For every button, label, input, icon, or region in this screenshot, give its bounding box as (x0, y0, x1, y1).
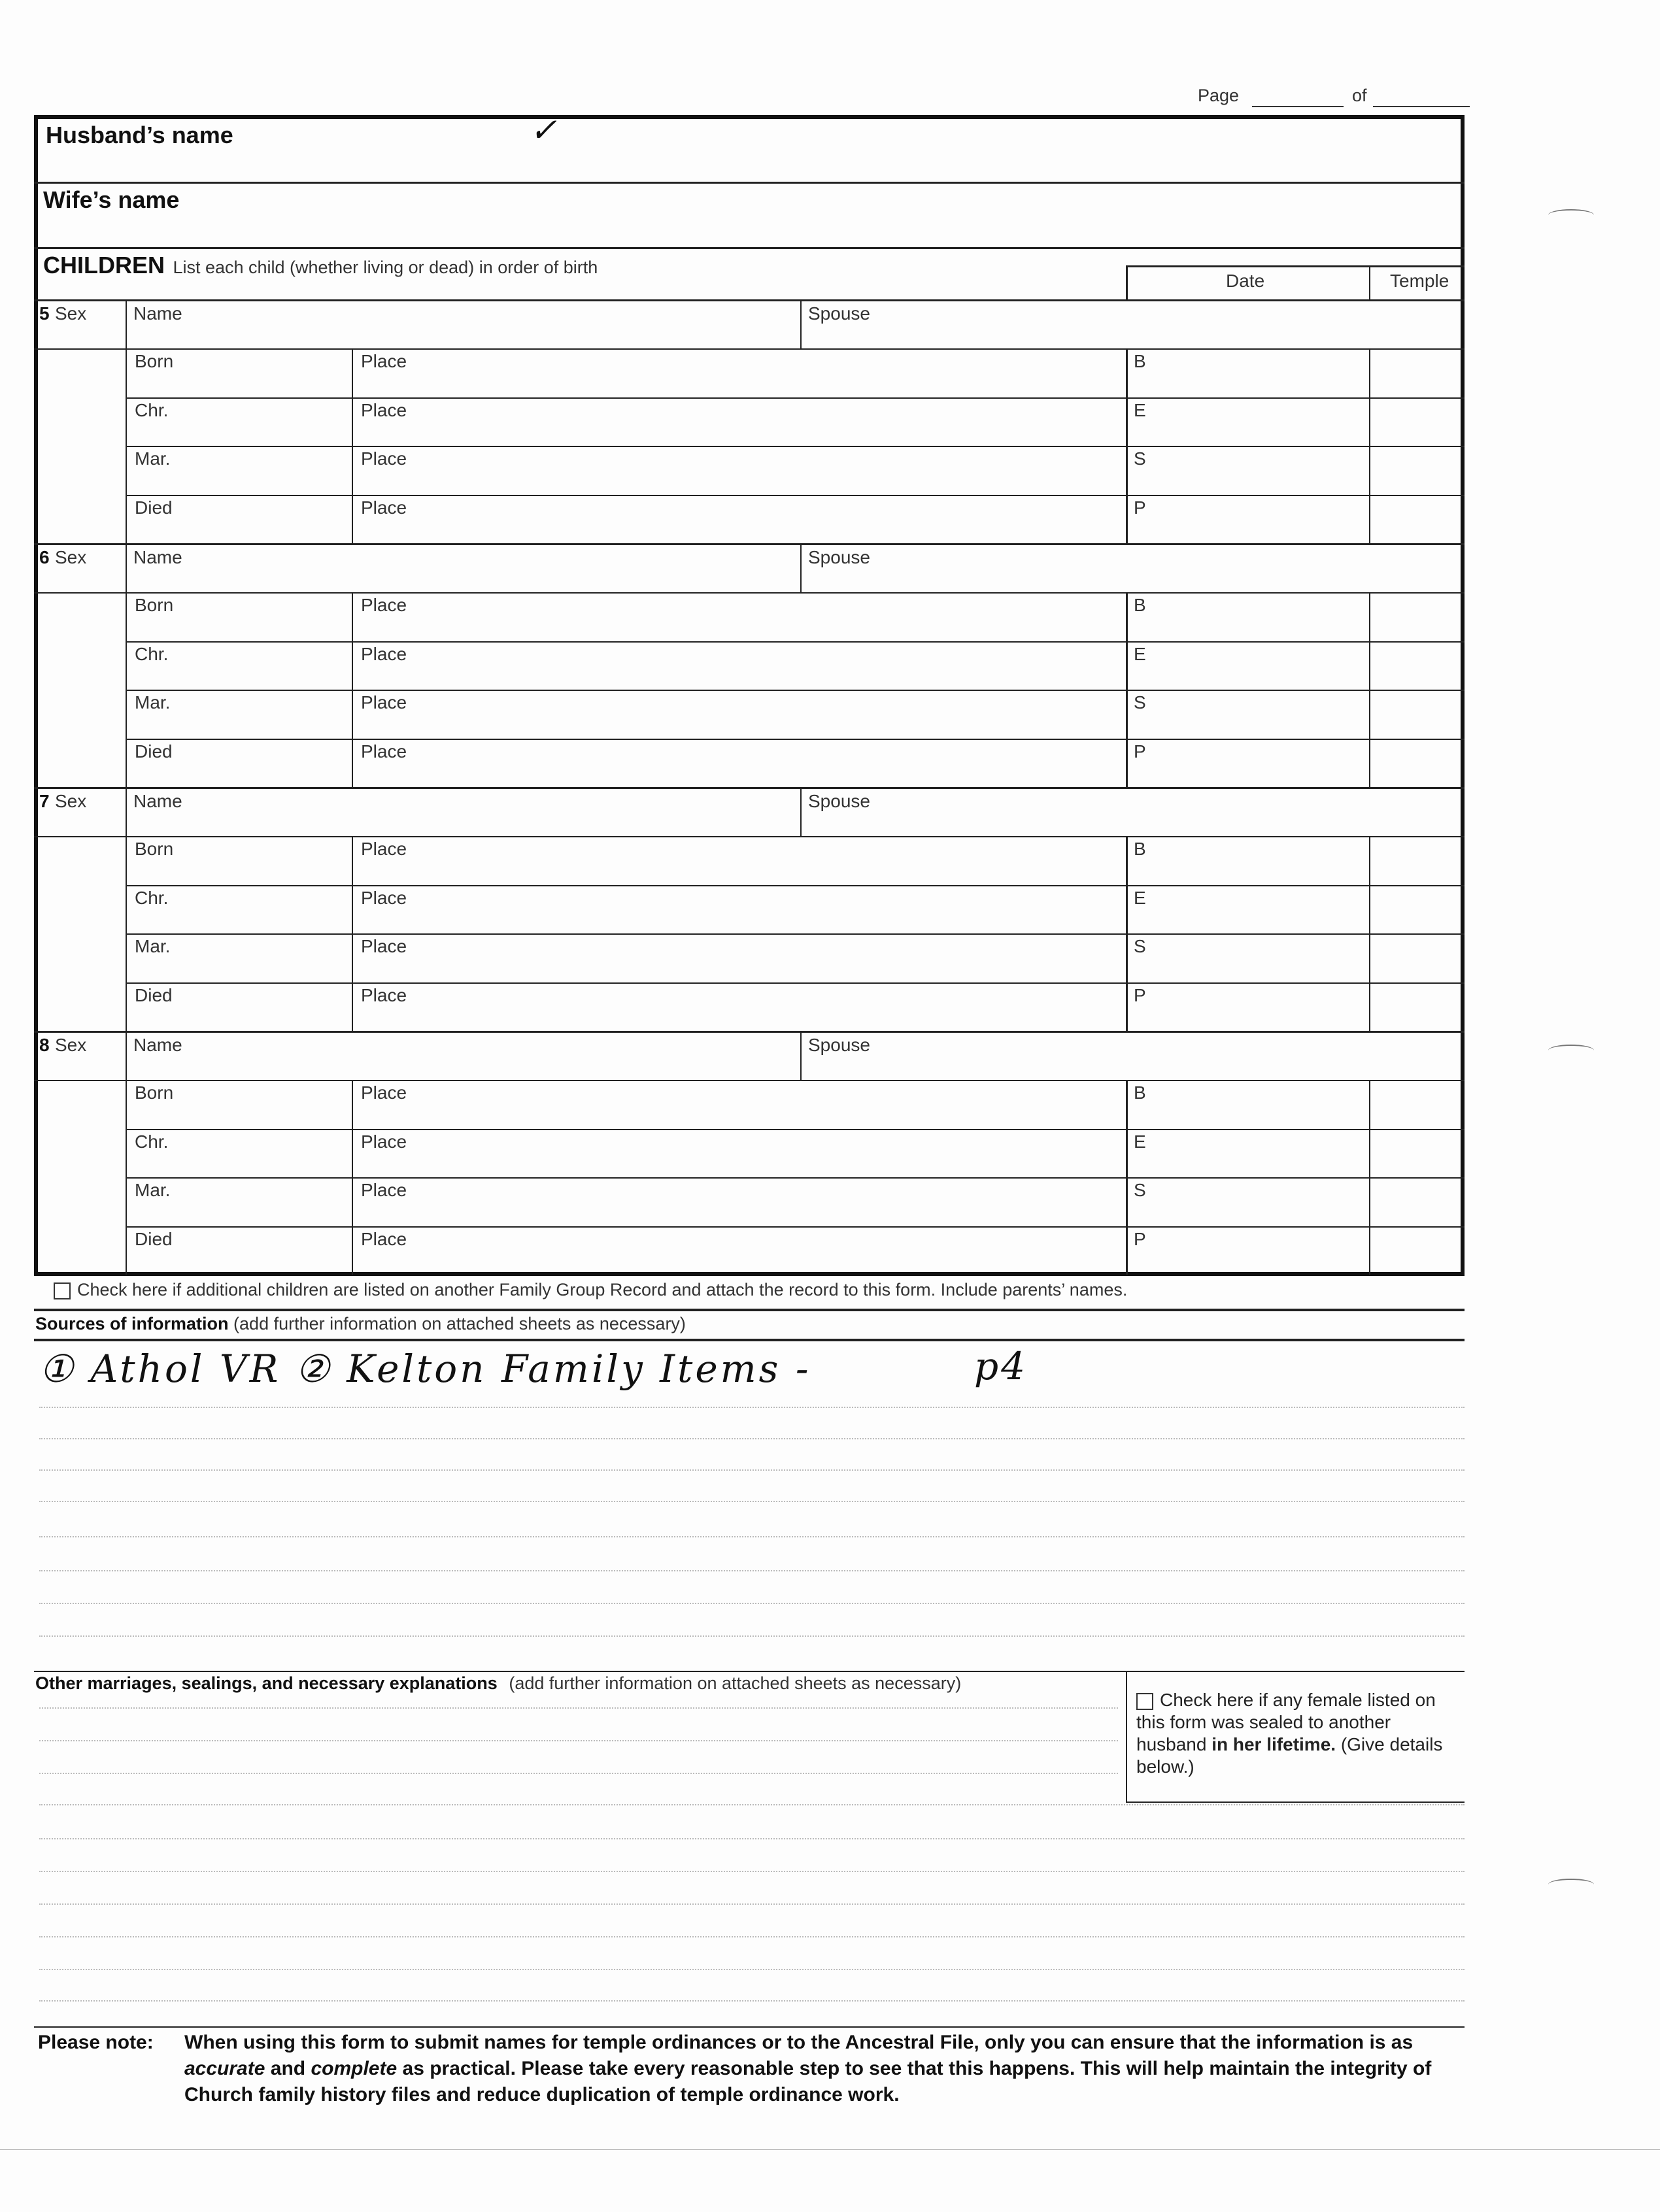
ordinance-date-field[interactable] (1134, 517, 1361, 539)
temple-field[interactable] (1376, 892, 1458, 928)
temple-field[interactable] (1376, 696, 1458, 733)
sex-label: Sex (55, 791, 87, 811)
punch-mark (1548, 209, 1594, 221)
event-place-field[interactable] (361, 1151, 1117, 1173)
female-sealed-text-bold: in her lifetime. (1211, 1734, 1336, 1754)
temple-field[interactable] (1376, 1184, 1458, 1220)
sex-label: Sex (55, 1035, 87, 1055)
ordinance-date-field[interactable] (1134, 1102, 1361, 1124)
temple-field[interactable] (1376, 452, 1458, 489)
place-label: Place (361, 1082, 407, 1103)
page-label: Page (1198, 86, 1240, 105)
additional-children-text: Check here if additional children are listed on another Family Group Record and attach the record to this form. Include parents’ names. (77, 1280, 1128, 1299)
punch-mark (1548, 1045, 1594, 1056)
other-marriages-label: Other marriages, sealings, and necessary explanations (35, 1673, 498, 1693)
children-header (43, 252, 598, 279)
ordinance-label: E (1134, 887, 1146, 908)
female-sealed-text: Check here if any female listed on this form was sealed to another husband (1136, 1690, 1436, 1754)
punch-mark (1548, 1879, 1594, 1890)
sources-text-area[interactable] (37, 1347, 1462, 1647)
ordinance-label: S (1134, 1180, 1146, 1200)
event-date-field[interactable] (135, 1005, 344, 1027)
event-label: Mar. (135, 1180, 171, 1200)
child-number: 6 (39, 547, 50, 567)
ordinance-date-field[interactable] (1134, 663, 1361, 686)
event-place-field[interactable] (361, 1199, 1117, 1222)
place-label: Place (361, 839, 407, 859)
ordinance-date-field[interactable] (1134, 1151, 1361, 1173)
event-date-field[interactable] (135, 907, 344, 930)
sources-header (35, 1314, 686, 1334)
child-name-field[interactable] (133, 1054, 794, 1078)
child-number: 8 (39, 1035, 50, 1055)
place-label: Place (361, 351, 407, 371)
ordinance-date-field[interactable] (1134, 420, 1361, 442)
husband-name-label: Husband’s name (46, 122, 233, 148)
event-date-field[interactable] (135, 1199, 344, 1222)
place-label: Place (361, 643, 407, 664)
event-date-field[interactable] (135, 468, 344, 490)
ordinance-label: P (1134, 497, 1146, 518)
event-place-field[interactable] (361, 1248, 1117, 1271)
name-label: Name (133, 547, 182, 567)
event-place-field[interactable] (361, 468, 1117, 490)
ordinance-date-field[interactable] (1134, 858, 1361, 880)
children-subtitle: List each child (whether living or dead) in order of birth (173, 258, 598, 277)
female-sealed-check[interactable] (1136, 1689, 1457, 1778)
page-number-field[interactable] (1252, 106, 1344, 107)
child-number: 7 (39, 791, 50, 811)
additional-children-checkbox[interactable] (54, 1282, 71, 1299)
place-label: Place (361, 1228, 407, 1249)
event-label: Died (135, 497, 173, 518)
temple-field[interactable] (1376, 404, 1458, 441)
event-date-field[interactable] (135, 517, 344, 539)
check-mark: ✓ (530, 111, 557, 149)
ordinance-label: P (1134, 984, 1146, 1005)
spouse-name-field[interactable] (808, 323, 1453, 346)
spouse-label: Spouse (808, 1035, 870, 1055)
spouse-name-field[interactable] (808, 567, 1453, 590)
temple-column-header: Temple (1390, 271, 1449, 291)
temple-field[interactable] (1376, 1233, 1458, 1269)
temple-field[interactable] (1376, 355, 1458, 392)
event-label: Chr. (135, 887, 169, 908)
name-label: Name (133, 1035, 182, 1055)
place-label: Place (361, 936, 407, 956)
ordinance-date-field[interactable] (1134, 712, 1361, 734)
spouse-name-field[interactable] (808, 811, 1453, 834)
ordinance-label: B (1134, 595, 1146, 615)
spouse-label: Spouse (808, 547, 870, 567)
event-date-field[interactable] (135, 712, 344, 734)
spouse-label: Spouse (808, 791, 870, 811)
temple-field[interactable] (1376, 989, 1458, 1026)
female-sealed-checkbox[interactable] (1136, 1693, 1153, 1710)
ordinance-date-field[interactable] (1134, 468, 1361, 490)
ordinance-date-field[interactable] (1134, 761, 1361, 783)
please-note-and: and (270, 2058, 306, 2079)
please-note-complete: complete (311, 2058, 398, 2079)
sources-handwritten-entry: ① Athol VR ② Kelton Family Items - (39, 1347, 811, 1391)
event-label: Mar. (135, 692, 171, 712)
ordinance-date-field[interactable] (1134, 1199, 1361, 1222)
other-marriages-hint: (add further information on attached sheets as necessary) (509, 1673, 962, 1693)
event-place-field[interactable] (361, 517, 1117, 539)
place-label: Place (361, 887, 407, 908)
event-place-field[interactable] (361, 420, 1117, 442)
ordinance-label: B (1134, 351, 1146, 371)
place-label: Place (361, 595, 407, 615)
name-label: Name (133, 791, 182, 811)
event-date-field[interactable] (135, 1151, 344, 1173)
event-date-field[interactable] (135, 614, 344, 637)
event-label: Born (135, 595, 174, 615)
event-label: Chr. (135, 643, 169, 664)
event-label: Born (135, 1082, 174, 1103)
date-column-header: Date (1226, 271, 1265, 291)
event-date-field[interactable] (135, 858, 344, 880)
event-date-field[interactable] (135, 1248, 344, 1271)
ordinance-label: E (1134, 399, 1146, 420)
ordinance-label: S (1134, 448, 1146, 469)
event-date-field[interactable] (135, 761, 344, 783)
event-date-field[interactable] (135, 1102, 344, 1124)
female-sealed-text-end: (Give details below.) (1136, 1734, 1443, 1777)
temple-field[interactable] (1376, 1135, 1458, 1172)
event-label: Died (135, 984, 173, 1005)
event-date-field[interactable] (135, 956, 344, 978)
place-label: Place (361, 984, 407, 1005)
temple-field[interactable] (1376, 599, 1458, 635)
ordinance-label: P (1134, 741, 1146, 762)
husband-name-field[interactable] (275, 124, 1451, 176)
please-note-text (184, 2030, 1466, 2108)
child-name-field[interactable] (133, 811, 794, 834)
event-date-field[interactable] (135, 371, 344, 393)
event-place-field[interactable] (361, 1005, 1117, 1027)
event-label: Mar. (135, 936, 171, 956)
ordinance-label: B (1134, 839, 1146, 859)
please-note-text-part1: When using this form to submit names for temple ordinances or to the Ancestral File, only you can ensure that the information is as (184, 2032, 1414, 2053)
ordinance-label: S (1134, 936, 1146, 956)
event-label: Chr. (135, 1131, 169, 1152)
ordinance-label: P (1134, 1228, 1146, 1249)
event-date-field[interactable] (135, 420, 344, 442)
event-place-field[interactable] (361, 712, 1117, 734)
event-label: Born (135, 351, 174, 371)
child-name-field[interactable] (133, 567, 794, 590)
ordinance-date-field[interactable] (1134, 1248, 1361, 1271)
ordinance-date-field[interactable] (1134, 614, 1361, 637)
child-name-field[interactable] (133, 323, 794, 346)
name-label: Name (133, 303, 182, 324)
temple-field[interactable] (1376, 501, 1458, 538)
temple-field[interactable] (1376, 1086, 1458, 1123)
ordinance-date-field[interactable] (1134, 371, 1361, 393)
sources-hint: (add further information on attached sheets as necessary) (233, 1314, 686, 1333)
wife-name-label: Wife’s name (43, 186, 180, 213)
ordinance-date-field[interactable] (1134, 907, 1361, 930)
temple-field[interactable] (1376, 940, 1458, 977)
place-label: Place (361, 497, 407, 518)
event-place-field[interactable] (361, 371, 1117, 393)
event-place-field[interactable] (361, 1102, 1117, 1124)
additional-children-check[interactable] (54, 1280, 1127, 1300)
ordinance-label: E (1134, 1131, 1146, 1152)
other-marriages-text-area[interactable] (37, 1700, 1115, 1987)
temple-field[interactable] (1376, 648, 1458, 684)
ordinance-label: E (1134, 643, 1146, 664)
place-label: Place (361, 1180, 407, 1200)
event-label: Chr. (135, 399, 169, 420)
page-total-field[interactable] (1373, 106, 1470, 107)
sex-label: Sex (55, 547, 87, 567)
ordinance-label: S (1134, 692, 1146, 712)
sources-label: Sources of information (35, 1314, 229, 1333)
sex-label: Sex (55, 303, 87, 324)
wife-name-field[interactable] (275, 190, 1451, 242)
place-label: Place (361, 692, 407, 712)
sources-handwritten-page: p4 (974, 1344, 1028, 1388)
place-label: Place (361, 1131, 407, 1152)
event-place-field[interactable] (361, 907, 1117, 930)
please-note-text-part2: as practical. Please take every reasonable step to see that this happens. This will help maintain the integrity of Church family history files and reduce duplication of temple ordinance work. (184, 2058, 1432, 2105)
please-note-label: Please note: (38, 2032, 154, 2053)
event-place-field[interactable] (361, 956, 1117, 978)
ordinance-label: B (1134, 1082, 1146, 1103)
spouse-label: Spouse (808, 303, 870, 324)
temple-field[interactable] (1376, 745, 1458, 782)
event-label: Born (135, 839, 174, 859)
ordinance-date-field[interactable] (1134, 1005, 1361, 1027)
place-label: Place (361, 448, 407, 469)
event-place-field[interactable] (361, 614, 1117, 637)
event-place-field[interactable] (361, 761, 1117, 783)
event-place-field[interactable] (361, 858, 1117, 880)
event-label: Died (135, 1228, 173, 1249)
other-marriages-header (35, 1673, 961, 1694)
place-label: Place (361, 741, 407, 762)
children-title: CHILDREN (43, 252, 165, 278)
child-number: 5 (39, 303, 50, 324)
of-label: of (1352, 86, 1367, 105)
place-label: Place (361, 399, 407, 420)
please-note-accurate: accurate (184, 2058, 265, 2079)
event-label: Died (135, 741, 173, 762)
event-place-field[interactable] (361, 663, 1117, 686)
spouse-name-field[interactable] (808, 1054, 1453, 1078)
event-date-field[interactable] (135, 663, 344, 686)
temple-field[interactable] (1376, 843, 1458, 879)
ordinance-date-field[interactable] (1134, 956, 1361, 978)
event-label: Mar. (135, 448, 171, 469)
